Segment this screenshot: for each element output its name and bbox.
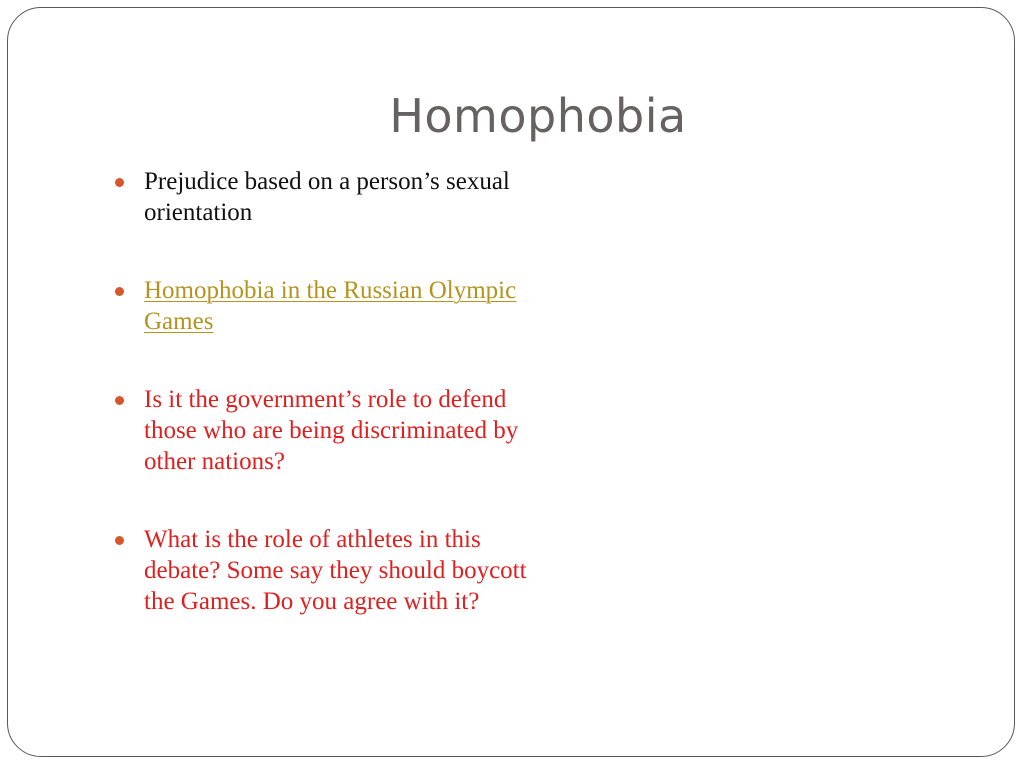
bullet-item-question-athletes	[113, 524, 533, 617]
russian-olympics-link[interactable]: Homophobia in the Russian Olympic Games	[144, 277, 517, 335]
bullet-marker-icon	[115, 396, 124, 405]
bullet-marker-icon	[115, 287, 124, 296]
slide-title: Homophobia	[389, 89, 687, 143]
bullet-text-definition: Prejudice based on a person’s sexual orientation	[144, 168, 510, 226]
bullet-item-definition	[113, 166, 533, 228]
bullet-text-question-government: Is it the government’s role to defend those who are being discriminated by other nations?	[144, 386, 519, 475]
bullet-item-link	[113, 275, 533, 337]
bullet-marker-icon	[115, 536, 124, 545]
bullet-text-question-athletes: What is the role of athletes in this debate? Some say they should boycott the Games. Do you agree with it?	[144, 526, 527, 615]
bullet-item-question-government	[113, 384, 533, 477]
bullet-list	[113, 166, 533, 664]
bullet-marker-icon	[115, 178, 124, 187]
